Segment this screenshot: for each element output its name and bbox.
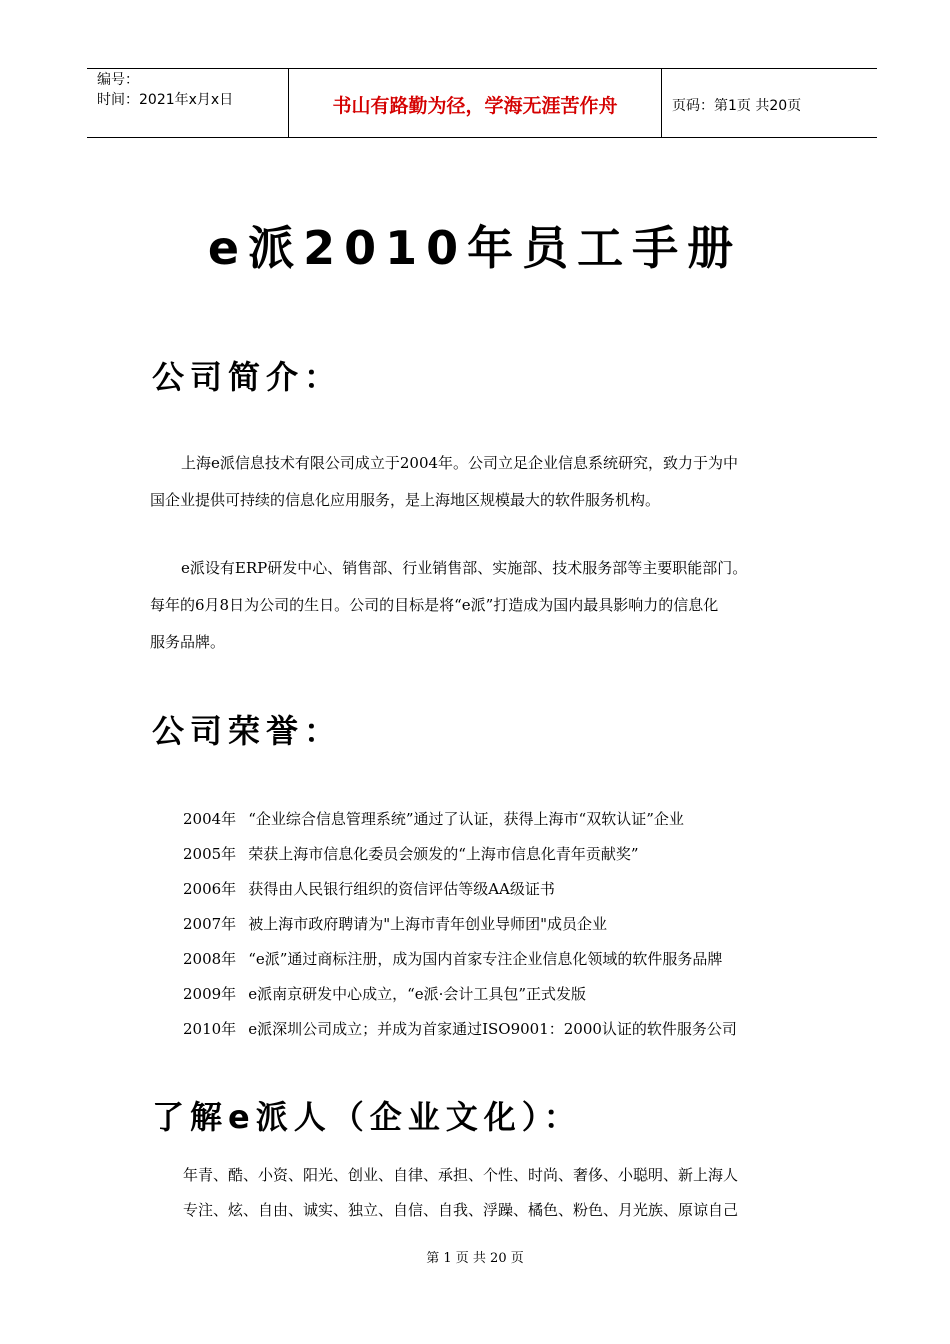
honor-year: 2007年 xyxy=(183,915,237,933)
header-motto-cell xyxy=(288,69,662,137)
honor-text: 获得由人民银行组织的资信评估等级AA级证书 xyxy=(248,880,555,898)
honor-text: e派南京研发中心成立，“e派·会计工具包”正式发版 xyxy=(248,985,587,1003)
honor-text: 荣获上海市信息化委员会颁发的“上海市信息化青年贡献奖” xyxy=(248,845,639,863)
honor-item xyxy=(183,977,737,1012)
culture-line-2: 专注、炫、自由、诚实、独立、自信、自我、浮躁、橘色、粉色、月光族、原谅自己 xyxy=(183,1201,739,1219)
intro-heading: 公司简介： xyxy=(152,358,343,396)
honor-item xyxy=(183,837,737,872)
honors-list xyxy=(183,802,737,1047)
intro-paragraph-2 xyxy=(150,550,830,661)
intro-p2-line1: e派设有ERP研发中心、销售部、行业销售部、实施部、技术服务部等主要职能部门。 xyxy=(181,559,748,577)
honor-item xyxy=(183,872,737,907)
culture-heading: 了解e派人（企业文化）： xyxy=(152,1098,582,1136)
honor-text: “e派”通过商标注册，成为国内首家专注企业信息化领域的软件服务品牌 xyxy=(248,950,723,968)
honor-text: 被上海市政府聘请为"上海市青年创业导师团"成员企业 xyxy=(248,915,607,933)
honor-item xyxy=(183,1012,737,1047)
doc-time-label: 时间：2021年x月x日 xyxy=(97,92,234,108)
honor-text: e派深圳公司成立；并成为首家通过ISO9001：2000认证的软件服务公司 xyxy=(248,1020,737,1038)
doc-id-label: 编号： xyxy=(97,72,139,88)
honor-year: 2006年 xyxy=(183,880,237,898)
intro-p1-line2: 国企业提供可持续的信息化应用服务，是上海地区规模最大的软件服务机构。 xyxy=(150,491,661,509)
header-meta-cell xyxy=(87,69,287,137)
honor-item xyxy=(183,907,737,942)
honor-year: 2010年 xyxy=(183,1020,237,1038)
header-page-cell xyxy=(662,69,876,137)
intro-p2-line2: 每年的6月8日为公司的生日。公司的目标是将“e派”打造成为国内最具影响力的信息化 xyxy=(150,596,719,614)
culture-keywords xyxy=(183,1158,738,1228)
page-footer: 第 1 页 共 20 页 xyxy=(426,1251,524,1266)
page-info: 页码：第1页 共20页 xyxy=(672,98,802,114)
honors-heading: 公司荣誉： xyxy=(152,712,343,750)
motto-text: 书山有路勤为径，学海无涯苦作舟 xyxy=(332,95,618,117)
intro-p1-line1: 上海e派信息技术有限公司成立于2004年。公司立足企业信息系统研究，致力于为中 xyxy=(181,454,739,472)
honor-item xyxy=(183,802,737,837)
intro-p2-line3: 服务品牌。 xyxy=(150,633,226,651)
intro-paragraph-1 xyxy=(150,445,830,519)
honor-year: 2008年 xyxy=(183,950,237,968)
honor-year: 2005年 xyxy=(183,845,237,863)
document-header xyxy=(87,68,877,138)
document-title: e派2010年员工手册 xyxy=(207,221,743,275)
culture-line-1: 年青、酷、小资、阳光、创业、自律、承担、个性、时尚、奢侈、小聪明、新上海人 xyxy=(183,1166,739,1184)
honor-item xyxy=(183,942,737,977)
honor-year: 2009年 xyxy=(183,985,237,1003)
honor-text: “企业综合信息管理系统”通过了认证，获得上海市“双软认证”企业 xyxy=(248,810,684,828)
honor-year: 2004年 xyxy=(183,810,237,828)
